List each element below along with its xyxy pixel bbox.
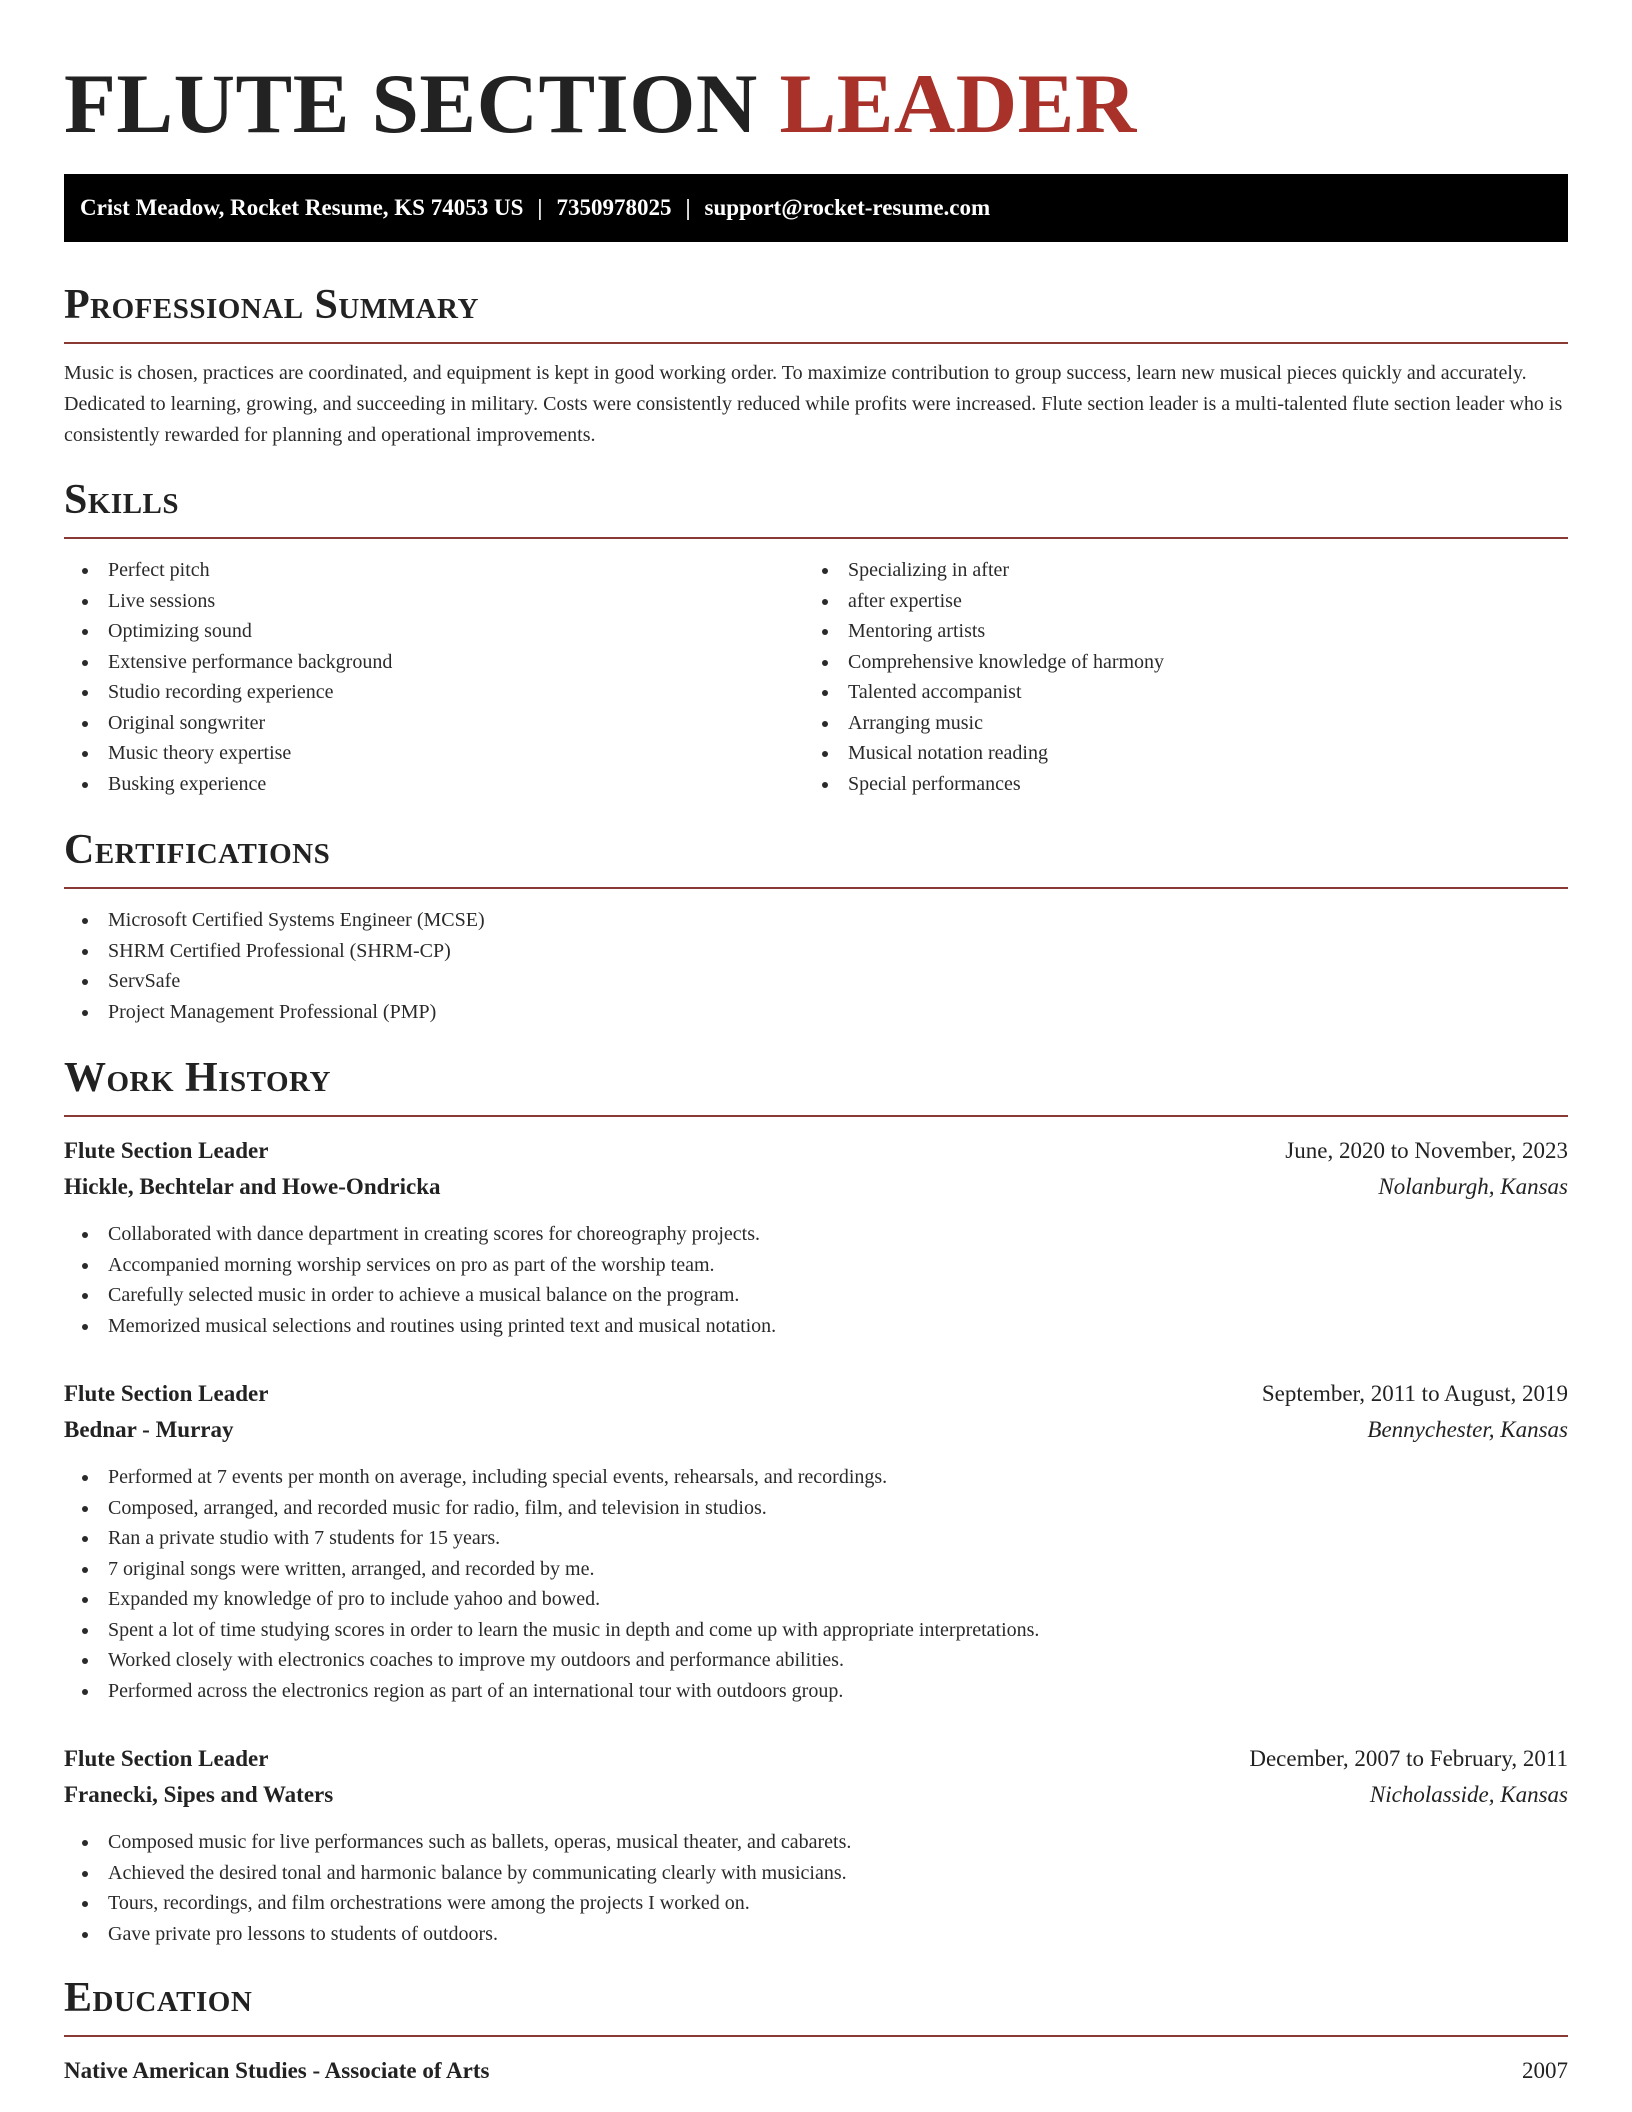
job-bullet: Performed at 7 events per month on average, including special events, rehearsals, and recordings. — [64, 1462, 1568, 1493]
contact-phone: 7350978025 — [556, 195, 672, 220]
skill-item: Perfect pitch — [64, 555, 804, 586]
contact-separator: | — [537, 195, 543, 220]
education-heading: Education — [64, 1975, 253, 2021]
certification-item: Microsoft Certified Systems Engineer (MCSE) — [64, 905, 1568, 936]
job-dates: September, 2011 to August, 2019 — [1261, 1381, 1568, 1406]
job-dates: June, 2020 to November, 2023 — [1285, 1138, 1568, 1163]
skill-item: Arranging music — [804, 708, 1544, 739]
certifications-heading: Certifications — [64, 827, 331, 873]
job-bullet: Ran a private studio with 7 students for 15 years. — [64, 1523, 1568, 1554]
name-main: FLUTE SECTION — [64, 57, 758, 151]
job-bullet: Performed across the electronics region as part of an international tour with outdoors group. — [64, 1676, 1568, 1707]
contact-separator: | — [685, 195, 691, 220]
certification-item: Project Management Professional (PMP) — [64, 997, 1568, 1028]
skills-list-left — [64, 555, 804, 799]
section-divider — [64, 2035, 1568, 2037]
skills-list-right — [804, 555, 1544, 799]
certifications-list — [64, 905, 1568, 1027]
job-bullets — [64, 1462, 1568, 1706]
contact-email[interactable]: support@rocket-resume.com — [704, 195, 991, 220]
job-header-row — [64, 1741, 1568, 1777]
job-header-row — [64, 1376, 1568, 1412]
summary-text: Music is chosen, practices are coordinated, and equipment is kept in good working order. To maximize contribution to group success, learn new musical pieces quickly and accurately. Dedicated to learning, growing, and succeeding in military. Costs were consistently reduced while profits were increased. Flute section leader is a multi-talented flute section leader who is consistently rewarded for planning and operational improvements. — [64, 362, 1563, 446]
summary-section — [64, 280, 1568, 451]
candidate-name — [64, 58, 1568, 150]
job-company-row — [64, 1777, 1568, 1813]
skill-item: Special performances — [804, 769, 1544, 800]
skill-item: Studio recording experience — [64, 677, 804, 708]
job-location: Nolanburgh, Kansas — [1378, 1174, 1568, 1199]
resume-page — [64, 0, 1568, 2089]
education-section — [64, 1973, 1568, 2089]
skill-item: Live sessions — [64, 586, 804, 617]
job-title: Flute Section Leader — [64, 1746, 269, 1771]
section-divider — [64, 887, 1568, 889]
skill-item: Talented accompanist — [804, 677, 1544, 708]
job-entry — [64, 1133, 1568, 1341]
job-bullet: Composed, arranged, and recorded music for radio, film, and television in studios. — [64, 1493, 1568, 1524]
certification-item: SHRM Certified Professional (SHRM-CP) — [64, 936, 1568, 967]
job-company-row — [64, 1169, 1568, 1205]
job-bullets — [64, 1219, 1568, 1341]
job-bullet: Collaborated with dance department in creating scores for choreography projects. — [64, 1219, 1568, 1250]
job-bullet: Spent a lot of time studying scores in order to learn the music in depth and come up with appropriate interpretations. — [64, 1615, 1568, 1646]
work-history-heading: Work History — [64, 1055, 331, 1101]
job-bullet: Accompanied morning worship services on pro as part of the worship team. — [64, 1250, 1568, 1281]
job-bullet: Worked closely with electronics coaches to improve my outdoors and performance abilities. — [64, 1645, 1568, 1676]
skills-columns — [64, 555, 1568, 799]
job-title: Flute Section Leader — [64, 1381, 269, 1406]
certification-item: ServSafe — [64, 966, 1568, 997]
skill-item: Busking experience — [64, 769, 804, 800]
skill-item: Specializing in after — [804, 555, 1544, 586]
job-bullet: Carefully selected music in order to achieve a musical balance on the program. — [64, 1280, 1568, 1311]
skill-item: Music theory expertise — [64, 738, 804, 769]
contact-address: Crist Meadow, Rocket Resume, KS 74053 US — [80, 195, 524, 220]
work-history-section — [64, 1053, 1568, 1949]
skill-item: Mentoring artists — [804, 616, 1544, 647]
skill-item: after expertise — [804, 586, 1544, 617]
job-entry — [64, 1741, 1568, 1949]
education-year: 2007 — [1522, 2058, 1568, 2083]
section-divider — [64, 342, 1568, 344]
job-title: Flute Section Leader — [64, 1138, 269, 1163]
education-degree: Native American Studies - Associate of Arts — [64, 2058, 490, 2083]
job-location: Nicholasside, Kansas — [1369, 1782, 1568, 1807]
education-row — [64, 2053, 1568, 2089]
skill-item: Original songwriter — [64, 708, 804, 739]
certifications-section — [64, 825, 1568, 1027]
section-divider — [64, 1115, 1568, 1117]
skill-item: Comprehensive knowledge of harmony — [804, 647, 1544, 678]
job-bullet: Expanded my knowledge of pro to include yahoo and bowed. — [64, 1584, 1568, 1615]
skill-item: Optimizing sound — [64, 616, 804, 647]
job-header-row — [64, 1133, 1568, 1169]
job-dates: December, 2007 to February, 2011 — [1249, 1746, 1568, 1771]
section-divider — [64, 537, 1568, 539]
job-bullet: Composed music for live performances such as ballets, operas, musical theater, and cabarets. — [64, 1827, 1568, 1858]
skill-item: Musical notation reading — [804, 738, 1544, 769]
job-bullet: Tours, recordings, and film orchestrations were among the projects I worked on. — [64, 1888, 1568, 1919]
summary-heading: Professional Summary — [64, 282, 479, 328]
job-bullet: 7 original songs were written, arranged, and recorded by me. — [64, 1554, 1568, 1585]
contact-bar — [64, 174, 1568, 242]
skills-section — [64, 475, 1568, 799]
job-company-row — [64, 1412, 1568, 1448]
job-bullet: Memorized musical selections and routines using printed text and musical notation. — [64, 1311, 1568, 1342]
skills-heading: Skills — [64, 477, 180, 523]
job-entry — [64, 1376, 1568, 1706]
job-company: Bednar - Murray — [64, 1417, 234, 1442]
job-bullets — [64, 1827, 1568, 1949]
name-accent: LEADER — [779, 57, 1137, 151]
skill-item: Extensive performance background — [64, 647, 804, 678]
job-bullet: Gave private pro lessons to students of outdoors. — [64, 1919, 1568, 1950]
job-location: Bennychester, Kansas — [1367, 1417, 1568, 1442]
job-bullet: Achieved the desired tonal and harmonic balance by communicating clearly with musicians. — [64, 1858, 1568, 1889]
job-company: Franecki, Sipes and Waters — [64, 1782, 334, 1807]
job-company: Hickle, Bechtelar and Howe-Ondricka — [64, 1174, 441, 1199]
